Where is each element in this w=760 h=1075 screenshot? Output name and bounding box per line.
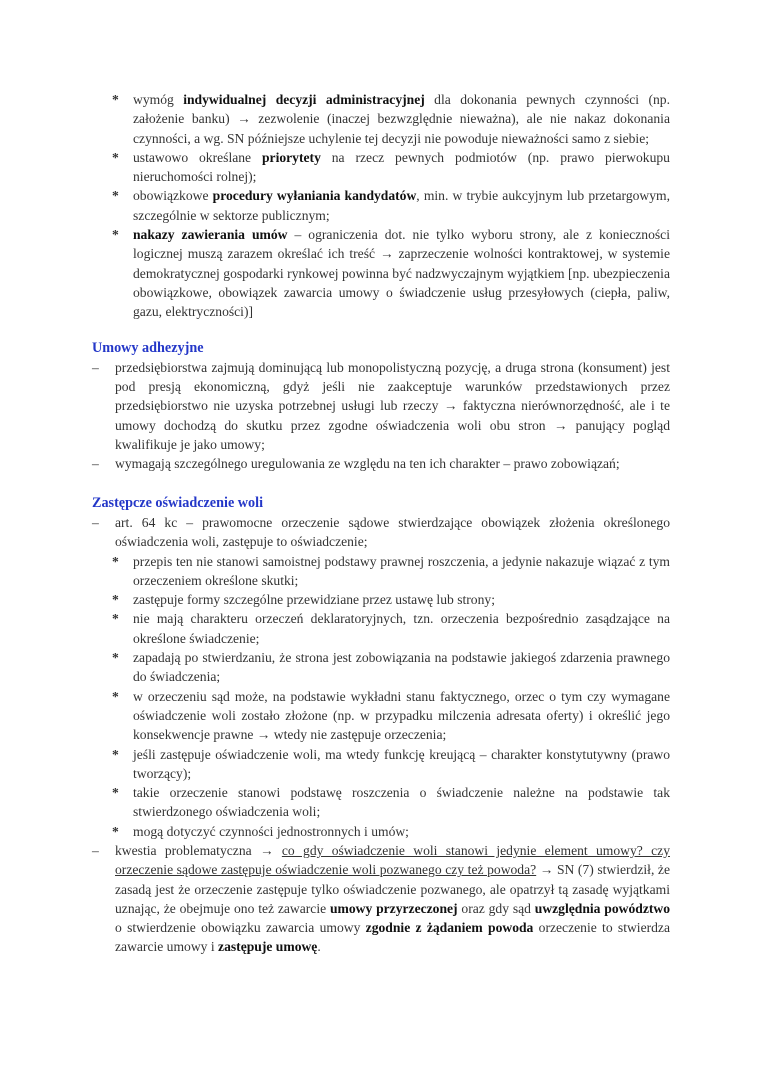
star-bullet-icon: *	[112, 688, 119, 704]
spacer	[92, 474, 670, 494]
dash-list-item	[92, 841, 670, 957]
text: oraz gdy sąd	[457, 900, 535, 916]
star-bullet-icon: *	[112, 785, 119, 801]
star-list-item	[92, 648, 670, 687]
dash-bullet-icon: –	[92, 456, 99, 472]
text: zastępuje formy szczególne przewidziane przez ustawę lub strony;	[133, 592, 495, 608]
document-page	[92, 90, 670, 957]
star-list-item	[92, 552, 670, 591]
dash-bullet-icon: –	[92, 359, 99, 375]
text: , min. w trybie aukcyjnym lub przetargowym, szczególnie w sektorze publicznym;	[133, 188, 670, 223]
text: .	[317, 939, 321, 955]
text: → SN (7) stwierdził, że zasadą jest że orzeczenie zastępuje tylko oświadczenie pozwanego, ale opatrzył tą zasadę wyjątkami uznając, że obejmuje ono też zawarcie	[115, 862, 670, 916]
text: w orzeczeniu sąd może, na podstawie wykładni stanu faktycznego, orzec o tym czy wymagane oświadczenie woli zostało złożone (np. w przypadku milczenia adresata oferty) i określić jego konsekwencje prawne → wtedy nie zastępuje orzeczenia;	[133, 688, 670, 743]
bold-text: umowy przyrzeczonej	[329, 900, 458, 916]
bold-text: uwzględnia powództwo	[534, 900, 670, 916]
bold-text: indywidualnej decyzji administracyjnej	[183, 92, 425, 107]
text: kwestia problematyczna →	[115, 842, 282, 858]
star-list-item	[92, 148, 670, 187]
star-bullet-icon: *	[112, 227, 119, 243]
text: mogą dotyczyć czynności jednostronnych i umów;	[133, 823, 409, 839]
star-list-item	[92, 687, 670, 745]
spacer	[92, 322, 670, 339]
text: o stwierdzenie obowiązku zawarcia umowy	[115, 920, 366, 936]
dash-bullet-icon: –	[92, 842, 99, 858]
underlined-text: co gdy oświadczenie woli stanowi jedynie element umowy? czy orzeczenie sądowe zastępuje oświadczenie woli pozwanego czy też powoda?	[115, 842, 670, 878]
dash-list-item	[92, 358, 670, 454]
section-heading: Umowy adhezyjne	[92, 339, 204, 356]
star-bullet-icon: *	[112, 823, 119, 839]
star-list-item	[92, 745, 670, 784]
text: ustawowo określane	[133, 149, 262, 165]
star-list-item	[92, 590, 670, 609]
text: art. 64 kc – prawomocne orzeczenie sądowe stwierdzające obowiązek złożenia określonego oświadczenia woli, zastępuje to oświadczenie;	[115, 514, 670, 550]
star-bullet-icon: *	[112, 553, 119, 569]
dash-bullet-icon: –	[92, 514, 99, 530]
star-bullet-icon: *	[112, 650, 119, 666]
bold-text: zastępuje umowę	[218, 939, 318, 955]
dash-list-item	[92, 513, 670, 552]
bold-text: zgodnie z żądaniem powoda	[365, 920, 534, 936]
star-bullet-icon: *	[112, 188, 119, 204]
section-heading: Zastępcze oświadczenie woli	[92, 494, 264, 511]
star-bullet-icon: *	[112, 611, 119, 627]
bold-text: nakazy zawierania umów	[133, 227, 288, 243]
bold-text: procedury wyłaniania kandydatów	[212, 188, 417, 204]
star-list-item	[92, 186, 670, 225]
text: dla dokonania pewnych czynności (np. założenie banku) → zezwolenie (inaczej bezwzględnie nieważna), ale nie nakaz dokonania czynności, a wg. SN późniejsze uchylenie tej decyzji nie powoduje nieważności samo z siebie;	[133, 92, 670, 146]
star-list-item	[92, 822, 670, 841]
star-list-item	[92, 90, 670, 148]
text: przepis ten nie stanowi samoistnej podstawy prawnej roszczenia, a jedynie nakazuje wiązać z tym orzeczeniem określone skutki;	[133, 553, 670, 588]
text: takie orzeczenie stanowi podstawę roszczenia o świadczenie należne na podstawie tak stwierdzonego oświadczenia woli;	[133, 785, 670, 820]
star-list-item	[92, 609, 670, 648]
text: na rzecz pewnych podmiotów (np. prawo pierwokupu nieruchomości rolnej);	[133, 149, 670, 185]
text: jeśli zastępuje oświadczenie woli, ma wtedy funkcję kreującą – charakter konstytutywny (prawo tworzący);	[133, 746, 670, 781]
text: przedsiębiorstwa zajmują dominującą lub monopolistyczną pozycję, a druga strona (konsument) jest pod presją ekonomiczną, gdyż jeśli nie zaakceptuje warunków przedstawionych przez przedsiębiorstwo nie uzyska potrzebnej usługi lub rzeczy → faktyczna nierównorzędność, ale i te umowy dochodzą do skutku przez zgodne oświadczenia woli obu stron → panujący pogląd kwalifikuje je jako umowy;	[115, 359, 670, 453]
dash-list-item	[92, 454, 670, 473]
star-bullet-icon: *	[112, 746, 119, 762]
text: wymagają szczególnego uregulowania ze względu na ten ich charakter – prawo zobowiązań;	[115, 456, 620, 472]
star-list-item	[92, 225, 670, 321]
star-bullet-icon: *	[112, 592, 119, 608]
text: wymóg	[133, 92, 184, 107]
text: – ograniczenia dot. nie tylko wyboru strony, ale z konieczności logicznej muszą zarazem określać ich treść → zaprzeczenie wolności kontraktowej, w systemie demokratycznej gospodarki rynkowej powinna być nadzwyczajnym wyjątkiem [np. ubezpieczenia obowiązkowe, obowiązek zawarcia umowy o świadczenie usług przesyłowych (ciepła, paliw, gazu, elektryczności)]	[133, 227, 670, 320]
star-bullet-icon: *	[112, 149, 119, 165]
star-list-item	[92, 783, 670, 822]
star-bullet-icon: *	[112, 92, 119, 107]
text: zapadają po stwierdzaniu, że strona jest zobowiązania na podstawie jakiegoś zdarzenia prawnego do świadczenia;	[133, 650, 670, 685]
text: orzeczenie to stwierdza zawarcie umowy i	[115, 920, 670, 955]
text: obowiązkowe	[133, 188, 213, 204]
text: nie mają charakteru orzeczeń deklaratoryjnych, tzn. orzeczenia bezpośrednio zasądzające na określone świadczenie;	[133, 611, 670, 646]
bold-text: priorytety	[261, 149, 321, 165]
